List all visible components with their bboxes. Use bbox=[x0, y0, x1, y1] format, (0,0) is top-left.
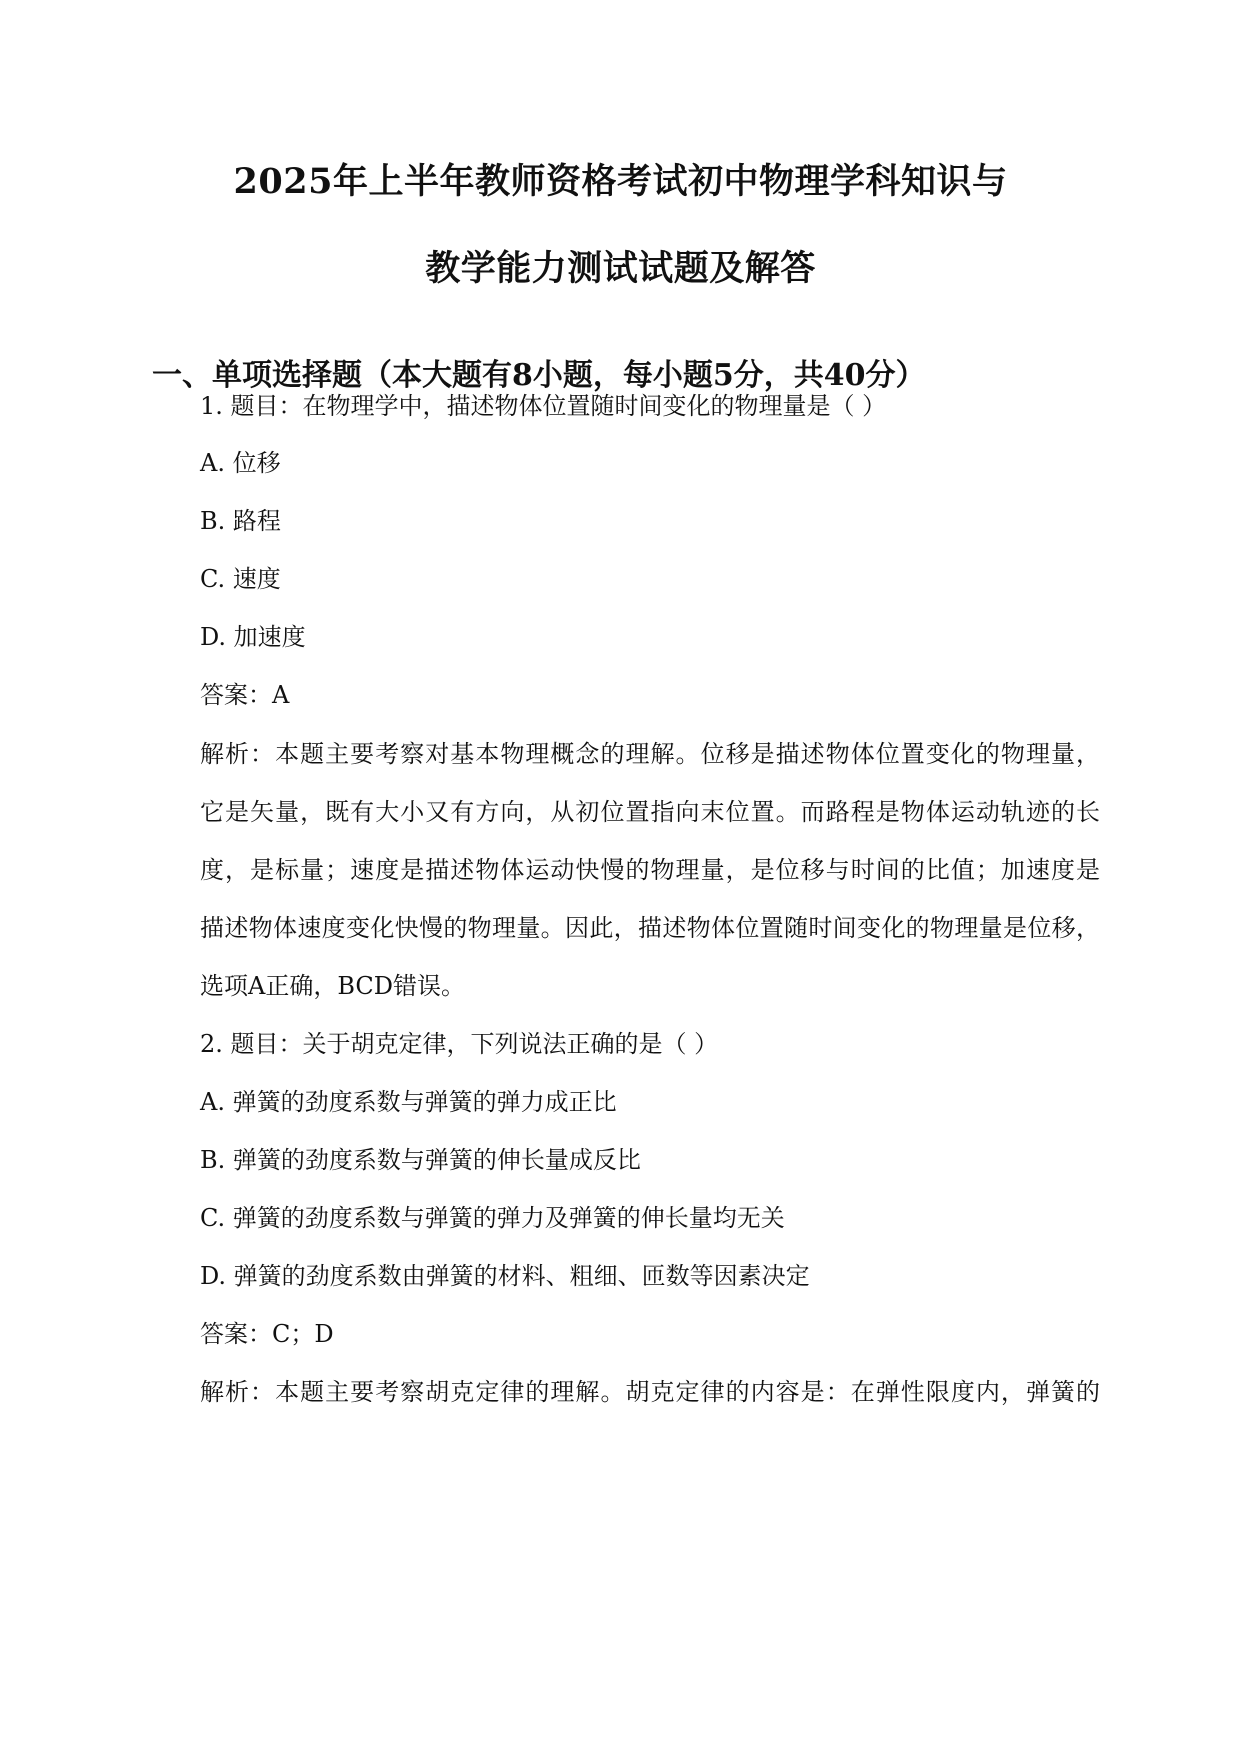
question-2-analysis-line-1: 解析：本题主要考察胡克定律的理解。胡克定律的内容是：在弹性限度内，弹簧的 bbox=[200, 1378, 1100, 1406]
question-1-option-b: B. 路程 bbox=[200, 507, 281, 535]
question-2-option-a: A. 弹簧的劲度系数与弹簧的弹力成正比 bbox=[200, 1088, 617, 1116]
document-title-line-1: 2025年上半年教师资格考试初中物理学科知识与 bbox=[233, 161, 1008, 202]
question-2-option-c: C. 弹簧的劲度系数与弹簧的弹力及弹簧的伸长量均无关 bbox=[200, 1204, 785, 1232]
question-1-analysis-line-3: 度，是标量；速度是描述物体运动快慢的物理量，是位移与时间的比值；加速度是 bbox=[200, 856, 1100, 884]
question-2-stem: 2. 题目：关于胡克定律，下列说法正确的是（ ） bbox=[200, 1030, 719, 1058]
question-1-stem: 1. 题目：在物理学中，描述物体位置随时间变化的物理量是（ ） bbox=[200, 392, 887, 420]
question-1-option-a: A. 位移 bbox=[200, 449, 281, 477]
document-title-line-2: 教学能力测试试题及解答 bbox=[425, 248, 816, 289]
question-1-option-d: D. 加速度 bbox=[200, 623, 306, 651]
question-2-answer: 答案：C；D bbox=[200, 1320, 334, 1348]
question-2-option-b: B. 弹簧的劲度系数与弹簧的伸长量成反比 bbox=[200, 1146, 641, 1174]
question-1-option-c: C. 速度 bbox=[200, 565, 281, 593]
question-1-analysis-line-5: 选项A正确，BCD错误。 bbox=[200, 972, 466, 1000]
question-2-option-d: D. 弹簧的劲度系数由弹簧的材料、粗细、匝数等因素决定 bbox=[200, 1262, 810, 1290]
question-1-answer: 答案：A bbox=[200, 681, 290, 709]
question-1-analysis-line-4: 描述物体速度变化快慢的物理量。因此，描述物体位置随时间变化的物理量是位移， bbox=[200, 914, 1100, 942]
section-heading: 一、单项选择题（本大题有8小题，每小题5分，共40分） bbox=[152, 358, 926, 393]
question-1-analysis-line-1: 解析：本题主要考察对基本物理概念的理解。位移是描述物体位置变化的物理量， bbox=[200, 740, 1100, 768]
question-1-analysis-line-2: 它是矢量，既有大小又有方向，从初位置指向末位置。而路程是物体运动轨迹的长 bbox=[200, 798, 1100, 826]
